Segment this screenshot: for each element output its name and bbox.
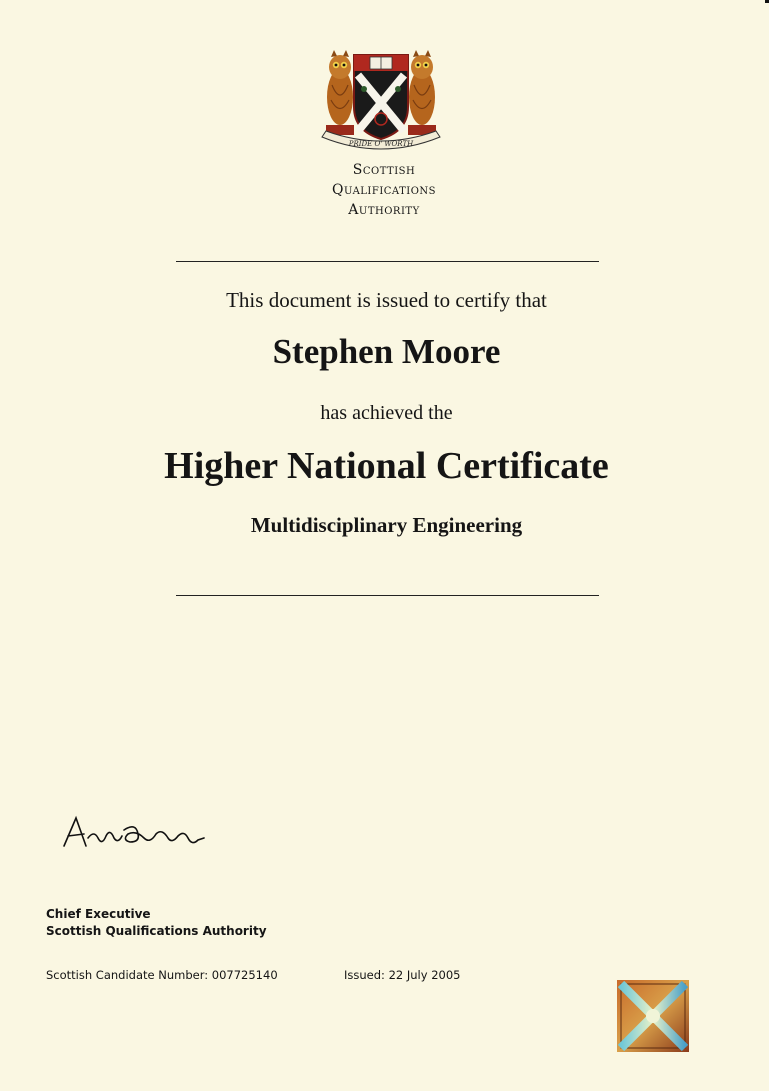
certify-intro: This document is issued to certify that [226,288,547,312]
crest-motto: PRIDE O' WORTH [348,140,414,148]
signatory-organisation: Scottish Qualifications Authority [46,924,267,938]
signature-image [58,808,218,862]
authority-name-line-1: Scottish [352,162,416,178]
bottom-divider [176,595,599,596]
authority-name-line-3: Authority [348,202,420,218]
left-owl-supporter [327,50,353,125]
issued-date-value: 22 July 2005 [388,968,461,982]
authority-name [284,160,484,220]
sqa-crest-logo [320,45,442,161]
signatory-block [46,906,267,940]
award-title: Higher National Certificate [164,445,609,487]
achieved-text: has achieved the [320,402,453,424]
right-owl-supporter [409,50,435,125]
top-divider [176,261,599,262]
candidate-number-label: Scottish Candidate Number: [46,968,209,982]
award-subject: Multidisciplinary Engineering [250,513,523,537]
candidate-number-line [46,968,278,982]
security-hologram [617,980,689,1052]
signatory-title: Chief Executive [46,907,151,921]
scan-edge-mark [765,0,769,3]
issued-label: Issued: [344,968,385,982]
shield [354,55,408,139]
issued-date-line [344,968,460,982]
candidate-number-value: 007725140 [211,968,278,982]
recipient-name: Stephen Moore [272,332,501,371]
authority-name-line-2: Qualifications [331,182,437,198]
